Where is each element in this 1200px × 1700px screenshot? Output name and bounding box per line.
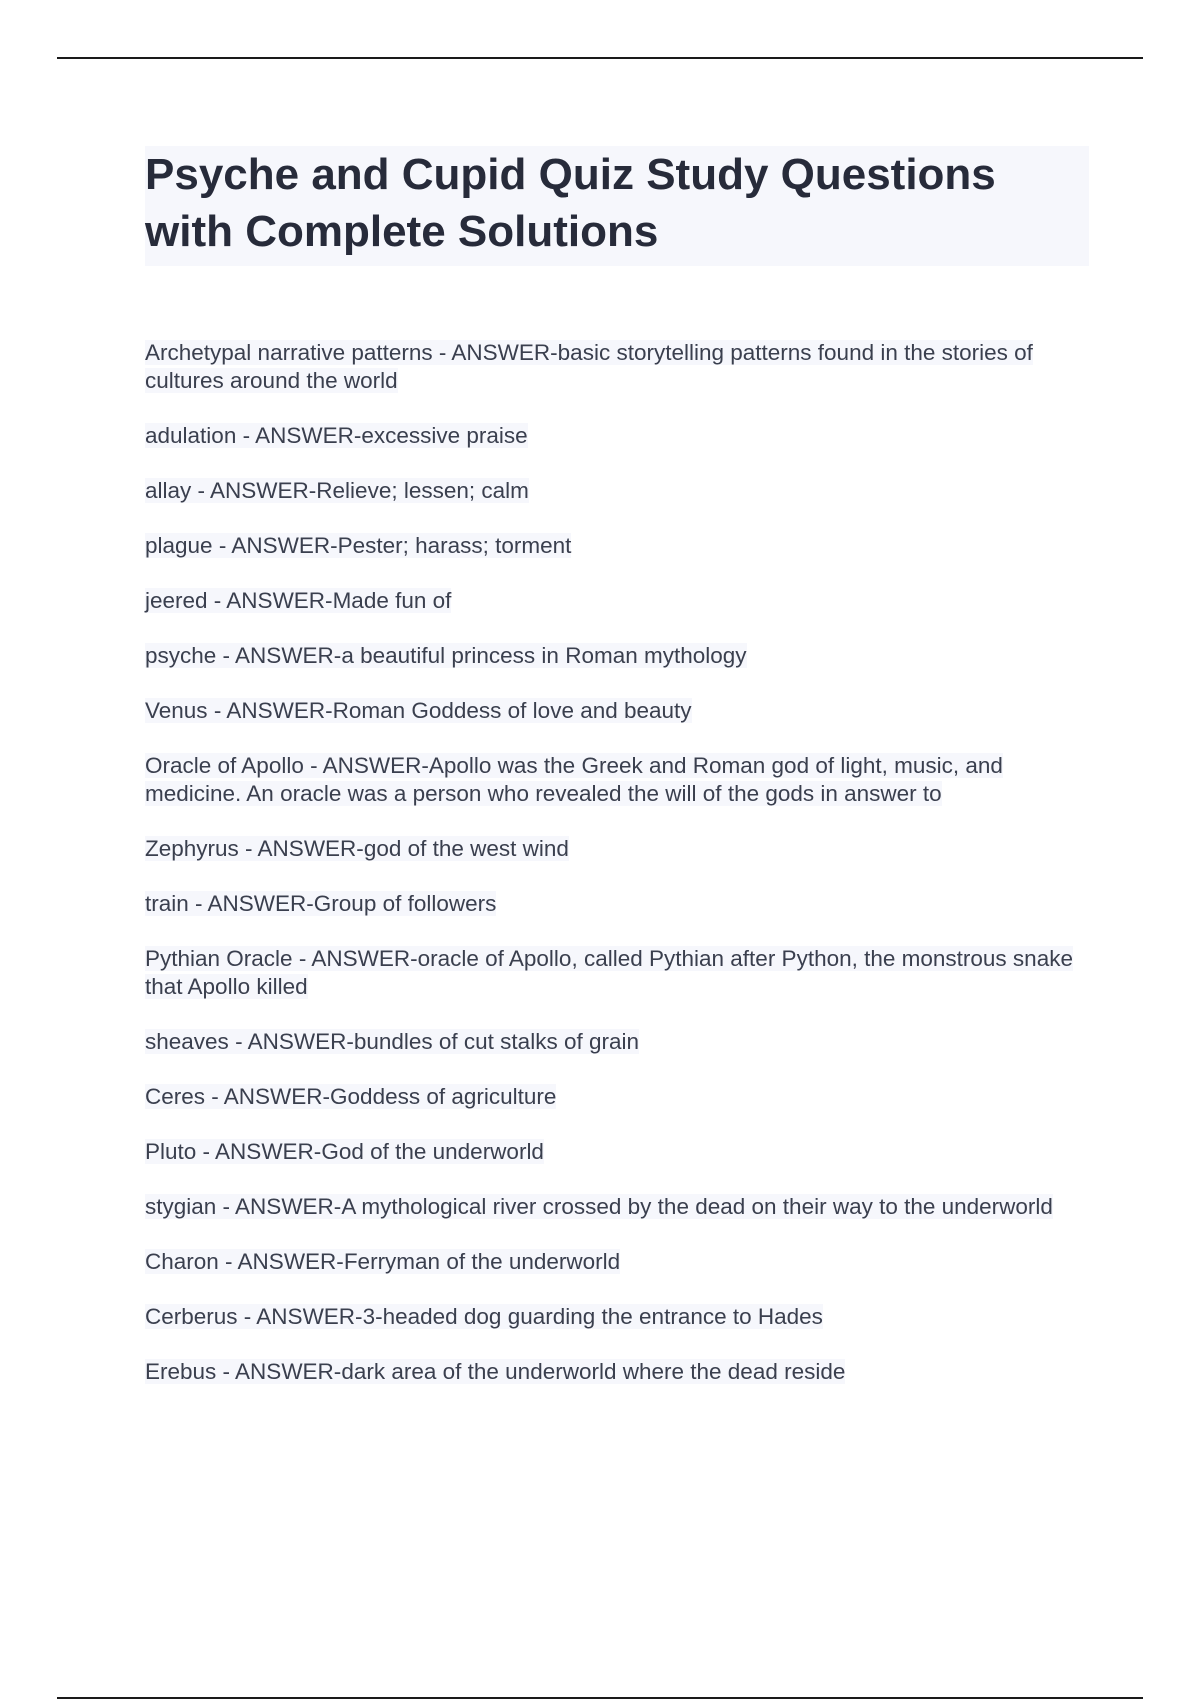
qa-separator: - ANSWER- — [303, 753, 429, 778]
qa-separator: - ANSWER- — [205, 1084, 331, 1109]
title-block — [145, 146, 1089, 266]
qa-text — [145, 946, 1073, 999]
qa-answer: Ferryman of the underworld — [343, 1249, 621, 1274]
qa-term: Pluto — [145, 1139, 197, 1164]
qa-separator: - ANSWER- — [216, 1359, 342, 1384]
qa-list — [145, 339, 1089, 1413]
list-item — [145, 587, 1089, 615]
qa-separator: - ANSWER- — [207, 588, 333, 613]
list-item — [145, 1358, 1089, 1386]
qa-separator: - ANSWER- — [228, 1029, 354, 1054]
qa-answer: 3-headed dog guarding the entrance to Hades — [362, 1304, 823, 1329]
qa-separator: - ANSWER- — [196, 1139, 322, 1164]
qa-term: Archetypal narrative patterns — [145, 340, 433, 365]
list-item — [145, 532, 1089, 560]
list-item — [145, 1138, 1089, 1166]
qa-answer: Relieve; lessen; calm — [316, 478, 529, 503]
list-item — [145, 1248, 1089, 1276]
qa-term: sheaves — [145, 1029, 229, 1054]
qa-text — [145, 698, 692, 723]
qa-answer: dark area of the underworld where the dead reside — [341, 1359, 846, 1384]
qa-answer: bundles of cut stalks of grain — [353, 1029, 639, 1054]
qa-term: psyche — [145, 643, 217, 668]
qa-answer: oracle of Apollo, called Pythian after Python, the monstrous snake that Apollo killed — [145, 946, 1073, 999]
list-item — [145, 1193, 1089, 1221]
qa-term: Cerberus — [145, 1304, 238, 1329]
qa-term: stygian — [145, 1194, 217, 1219]
qa-separator: - ANSWER- — [432, 340, 558, 365]
list-item — [145, 1028, 1089, 1056]
qa-term: Charon — [145, 1249, 219, 1274]
qa-term: Venus — [145, 698, 208, 723]
qa-separator: - ANSWER- — [191, 478, 317, 503]
qa-answer: Roman Goddess of love and beauty — [332, 698, 692, 723]
qa-separator: - ANSWER- — [238, 836, 364, 861]
list-item — [145, 945, 1089, 1001]
qa-answer: basic storytelling patterns found in the stories of cultures around the world — [145, 340, 1033, 393]
list-item — [145, 422, 1089, 450]
qa-answer: God of the underworld — [321, 1139, 544, 1164]
qa-term: adulation — [145, 423, 237, 448]
qa-text — [145, 836, 569, 861]
qa-term: Erebus — [145, 1359, 217, 1384]
qa-answer: Apollo was the Greek and Roman god of light, music, and medicine. An oracle was a person who revealed the will of the gods in answer to — [145, 753, 1003, 806]
qa-answer: Group of followers — [313, 891, 497, 916]
list-item — [145, 890, 1089, 918]
qa-separator: - ANSWER- — [237, 1304, 363, 1329]
list-item — [145, 642, 1089, 670]
qa-text — [145, 588, 451, 613]
qa-text — [145, 1139, 544, 1164]
qa-text — [145, 643, 747, 668]
qa-answer: god of the west wind — [363, 836, 569, 861]
qa-text — [145, 1194, 1053, 1219]
qa-separator: - ANSWER- — [216, 643, 342, 668]
qa-term: Oracle of Apollo — [145, 753, 304, 778]
list-item — [145, 1303, 1089, 1331]
qa-answer: a beautiful princess in Roman mythology — [341, 643, 747, 668]
qa-text — [145, 1249, 620, 1274]
qa-text — [145, 340, 1033, 393]
qa-answer: Goddess of agriculture — [330, 1084, 557, 1109]
qa-text — [145, 1304, 823, 1329]
qa-answer: Pester; harass; torment — [337, 533, 572, 558]
list-item — [145, 752, 1089, 808]
list-item — [145, 697, 1089, 725]
qa-text — [145, 533, 571, 558]
top-rule — [57, 57, 1143, 59]
qa-separator: - ANSWER- — [188, 891, 314, 916]
list-item — [145, 477, 1089, 505]
qa-text — [145, 1084, 556, 1109]
qa-answer: A mythological river crossed by the dead on their way to the underworld — [341, 1194, 1053, 1219]
qa-text — [145, 478, 529, 503]
bottom-rule — [57, 1697, 1143, 1699]
qa-text — [145, 753, 1003, 806]
list-item — [145, 835, 1089, 863]
qa-term: Zephyrus — [145, 836, 239, 861]
qa-separator: - ANSWER- — [292, 946, 418, 971]
qa-answer: Made fun of — [332, 588, 452, 613]
list-item — [145, 1083, 1089, 1111]
qa-term: jeered — [145, 588, 208, 613]
qa-term: plague — [145, 533, 213, 558]
qa-text — [145, 1359, 845, 1384]
qa-separator: - ANSWER- — [212, 533, 338, 558]
list-item — [145, 339, 1089, 395]
qa-text — [145, 1029, 639, 1054]
qa-answer: excessive praise — [361, 423, 528, 448]
qa-text — [145, 891, 496, 916]
qa-term: train — [145, 891, 189, 916]
qa-separator: - ANSWER- — [236, 423, 362, 448]
qa-term: Pythian Oracle — [145, 946, 293, 971]
qa-term: Ceres — [145, 1084, 206, 1109]
page-title: Psyche and Cupid Quiz Study Questions with Complete Solutions — [145, 150, 996, 256]
qa-text — [145, 423, 528, 448]
qa-term: allay — [145, 478, 192, 503]
qa-separator: - ANSWER- — [218, 1249, 344, 1274]
qa-separator: - ANSWER- — [216, 1194, 342, 1219]
qa-separator: - ANSWER- — [207, 698, 333, 723]
